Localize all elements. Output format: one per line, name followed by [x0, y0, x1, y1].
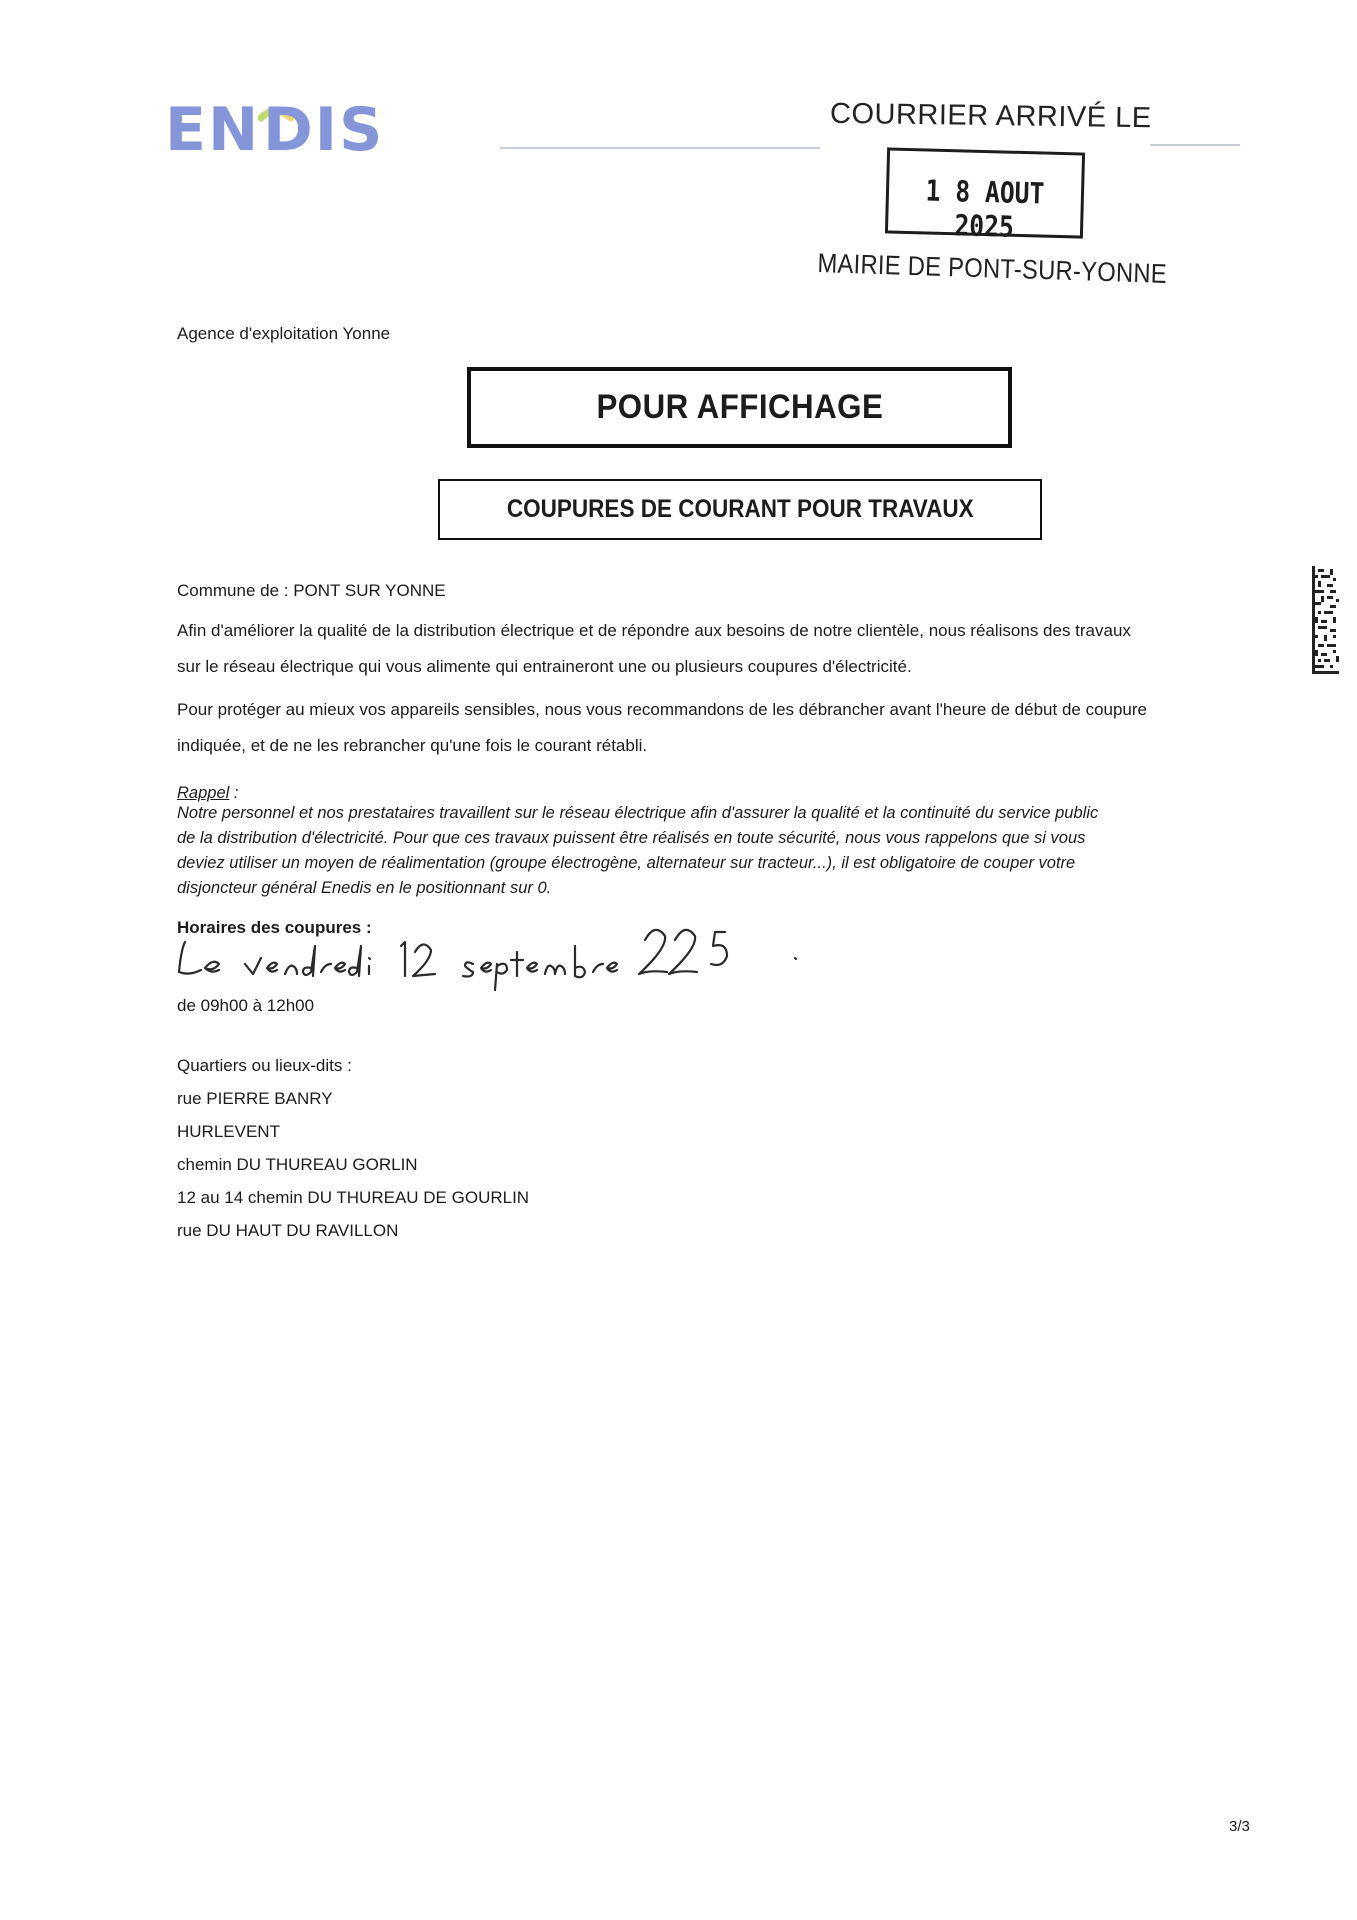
svg-text:EN: EN — [165, 98, 261, 158]
handwritten-date — [175, 912, 825, 994]
display-title: POUR AFFICHAGE — [596, 388, 883, 426]
received-stamp-date: 1 8 AOUT 2025 — [925, 173, 1045, 244]
enedis-logo — [165, 98, 425, 158]
rappel-line: deviez utiliser un moyen de réalimentation (groupe électrogène, alternateur sur tracteur...), il est obligatoire de couper votre — [177, 854, 1076, 872]
location-item: chemin DU THUREAU GORLIN — [177, 1155, 418, 1174]
page-number: 3/3 — [1229, 1818, 1250, 1835]
rappel-line: Notre personnel et nos prestataires travaillent sur le réseau électrique afin d'assurer la qualité et la continuité du service public — [177, 804, 1099, 822]
header-rule — [1150, 144, 1240, 146]
advice-paragraph-line: indiquée, et de ne les rebrancher qu'une fois le courant rétabli. — [177, 736, 648, 755]
header-rule — [500, 147, 820, 149]
location-item: HURLEVENT — [177, 1122, 280, 1141]
display-title-box — [467, 367, 1012, 448]
advice-paragraph-line: Pour protéger au mieux vos appareils sensibles, nous vous recommandons de les débrancher avant l'heure de début de coupure — [177, 700, 1148, 719]
rappel-line: de la distribution d'électricité. Pour que ces travaux puissent être réalisés en toute sécurité, nous vous rappelons que si vous — [177, 829, 1086, 847]
location-item: rue PIERRE BANRY — [177, 1089, 333, 1108]
location-item: rue DU HAUT DU RAVILLON — [177, 1221, 399, 1240]
rappel-label: Rappel — [177, 784, 230, 802]
commune-line: Commune de : PONT SUR YONNE — [177, 581, 446, 600]
subject-title: COUPURES DE COURANT POUR TRAVAUX — [506, 495, 974, 523]
datamatrix-code — [1312, 566, 1339, 674]
intro-paragraph-line: Afin d'améliorer la qualité de la distribution électrique et de répondre aux besoins de notre clientèle, nous réalisons des travaux — [177, 621, 1131, 640]
schedule-hours: de 09h00 à 12h00 — [177, 996, 315, 1015]
received-stamp-box — [885, 147, 1085, 244]
svg-text:DIS: DIS — [263, 98, 385, 158]
location-item: 12 au 14 chemin DU THUREAU DE GOURLIN — [177, 1188, 530, 1207]
received-stamp-mairie: MAIRIE DE PONT-SUR-YONNE — [817, 248, 1168, 289]
locations-label: Quartiers ou lieux-dits : — [177, 1056, 352, 1075]
intro-paragraph-line: sur le réseau électrique qui vous alimente qui entraineront une ou plusieurs coupures d'électricité. — [177, 657, 912, 676]
agency-name: Agence d'exploitation Yonne — [177, 324, 391, 343]
received-stamp-title: COURRIER ARRIVÉ LE — [829, 97, 1152, 135]
subject-title-box — [438, 479, 1042, 540]
rappel-line: disjoncteur général Enedis en le positionnant sur 0. — [177, 879, 552, 897]
rappel-colon: : — [229, 784, 239, 802]
schedule-label: Horaires des coupures : — [177, 918, 372, 937]
